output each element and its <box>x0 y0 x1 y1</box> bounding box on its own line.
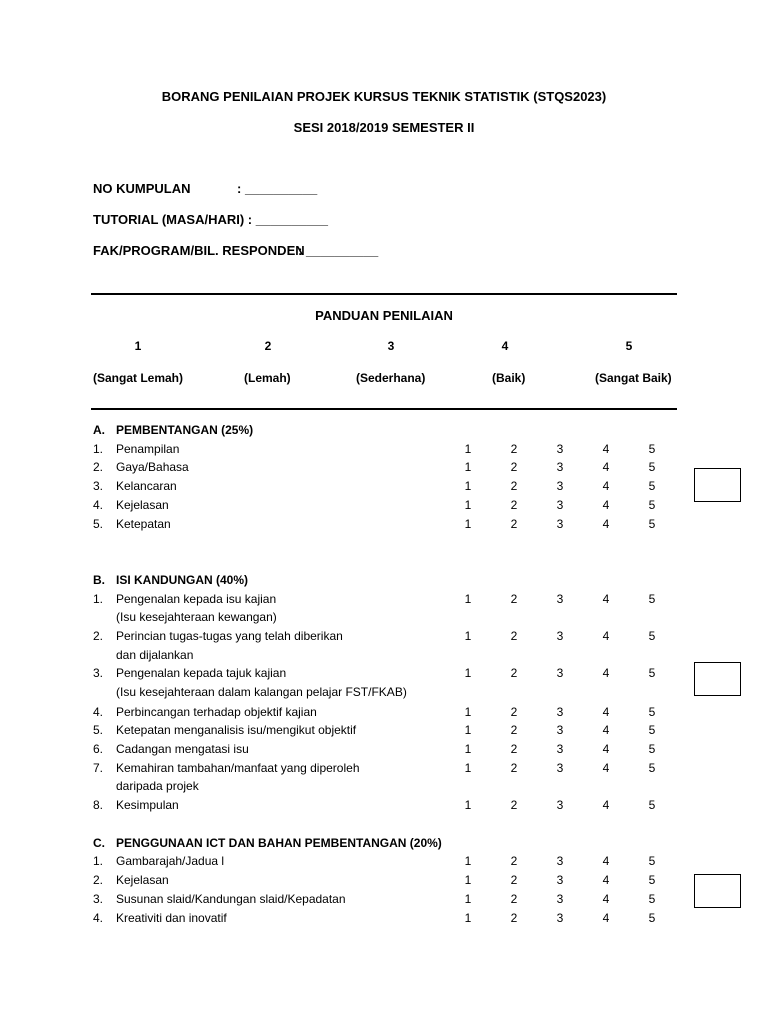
rating-option-3[interactable]: 3 <box>556 442 564 456</box>
section-c-item-no: 3. <box>93 892 104 906</box>
rating-option-3[interactable]: 3 <box>556 742 564 756</box>
section-b-item-no: 6. <box>93 742 104 756</box>
rating-option-4[interactable]: 4 <box>602 629 610 643</box>
section-a-item-no: 2. <box>93 460 104 474</box>
scale-num-4: 4 <box>501 339 509 353</box>
rating-option-4[interactable]: 4 <box>602 742 610 756</box>
rating-option-4[interactable]: 4 <box>602 666 610 680</box>
rating-option-2[interactable]: 2 <box>510 460 518 474</box>
section-b-item-text: Pengenalan kepada isu kajian <box>116 592 277 606</box>
rating-option-5[interactable]: 5 <box>648 892 656 906</box>
rating-option-4[interactable]: 4 <box>602 705 610 719</box>
rating-option-5[interactable]: 5 <box>648 723 656 737</box>
section-a-item-text: Ketepatan <box>116 517 171 531</box>
rating-option-3[interactable]: 3 <box>556 666 564 680</box>
rating-option-4[interactable]: 4 <box>602 892 610 906</box>
section-b-item-no: 3. <box>93 666 104 680</box>
section-b-title: ISI KANDUNGAN (40%) <box>116 573 249 587</box>
rating-option-1[interactable]: 1 <box>464 705 472 719</box>
section-b-item-text: Kesimpulan <box>116 798 179 812</box>
divider-top <box>91 293 677 295</box>
group-number-label: NO KUMPULAN <box>93 181 191 196</box>
scale-label-5: (Sangat Baik) <box>595 371 672 385</box>
section-b-item-no: 7. <box>93 761 104 775</box>
rating-option-3[interactable]: 3 <box>556 629 564 643</box>
score-box-section-a[interactable] <box>694 468 741 502</box>
rating-option-1[interactable]: 1 <box>464 854 472 868</box>
rating-option-4[interactable]: 4 <box>602 479 610 493</box>
rating-option-1[interactable]: 1 <box>464 798 472 812</box>
rating-option-2[interactable]: 2 <box>510 705 518 719</box>
section-b-item-no: 4. <box>93 705 104 719</box>
rating-option-5[interactable]: 5 <box>648 666 656 680</box>
section-a-item-text: Kelancaran <box>116 479 177 493</box>
faculty-program-label: FAK/PROGRAM/BIL. RESPONDEN <box>93 243 305 258</box>
section-a-item-text: Penampilan <box>116 442 180 456</box>
section-b-item-no: 8. <box>93 798 104 812</box>
rating-option-2[interactable]: 2 <box>510 798 518 812</box>
rating-option-5[interactable]: 5 <box>648 479 656 493</box>
rating-option-3[interactable]: 3 <box>556 911 564 925</box>
rating-option-5[interactable]: 5 <box>648 798 656 812</box>
rating-option-1[interactable]: 1 <box>464 498 472 512</box>
rating-option-5[interactable]: 5 <box>648 873 656 887</box>
section-b-letter: B. <box>93 573 105 587</box>
section-c-item-text: Gambarajah/Jadua l <box>116 854 225 868</box>
section-b-item-text: Cadangan mengatasi isu <box>116 742 249 756</box>
rating-option-1[interactable]: 1 <box>464 761 472 775</box>
rating-option-5[interactable]: 5 <box>648 442 656 456</box>
rating-option-4[interactable]: 4 <box>602 911 610 925</box>
section-a-item-no: 3. <box>93 479 104 493</box>
rating-option-4[interactable]: 4 <box>602 723 610 737</box>
rating-option-3[interactable]: 3 <box>556 854 564 868</box>
section-a-item-text: Gaya/Bahasa <box>116 460 189 474</box>
section-a-item-no: 5. <box>93 517 104 531</box>
rating-option-3[interactable]: 3 <box>556 873 564 887</box>
rating-option-2[interactable]: 2 <box>510 723 518 737</box>
rating-option-2[interactable]: 2 <box>510 666 518 680</box>
section-c-item-text: Kreativiti dan inovatif <box>116 911 227 925</box>
rating-option-2[interactable]: 2 <box>510 629 518 643</box>
rating-option-5[interactable]: 5 <box>648 854 656 868</box>
section-b-item-text: Perincian tugas-tugas yang telah diberikan <box>116 629 343 643</box>
rating-option-4[interactable]: 4 <box>602 873 610 887</box>
section-a-letter: A. <box>93 423 105 437</box>
form-title: BORANG PENILAIAN PROJEK KURSUS TEKNIK STATISTIK (STQS2023) <box>161 89 607 104</box>
rating-option-5[interactable]: 5 <box>648 742 656 756</box>
rating-option-3[interactable]: 3 <box>556 592 564 606</box>
rating-option-3[interactable]: 3 <box>556 761 564 775</box>
rating-option-2[interactable]: 2 <box>510 442 518 456</box>
scale-num-2: 2 <box>264 339 272 353</box>
section-c-item-no: 2. <box>93 873 104 887</box>
tutorial-field[interactable]: TUTORIAL (MASA/HARI) : __________ <box>93 212 329 227</box>
rating-option-1[interactable]: 1 <box>464 479 472 493</box>
divider-bottom <box>91 408 677 410</box>
section-c-title: PENGGUNAAN ICT DAN BAHAN PEMBENTANGAN (20%) <box>116 836 442 850</box>
section-b-item-text: Kemahiran tambahan/manfaat yang diperoleh <box>116 761 360 775</box>
rating-option-2[interactable]: 2 <box>510 911 518 925</box>
rating-option-1[interactable]: 1 <box>464 892 472 906</box>
rating-option-3[interactable]: 3 <box>556 460 564 474</box>
rating-option-2[interactable]: 2 <box>510 854 518 868</box>
rating-option-1[interactable]: 1 <box>464 629 472 643</box>
section-b-item-text: Perbincangan terhadap objektif kajian <box>116 705 317 719</box>
rating-option-5[interactable]: 5 <box>648 517 656 531</box>
section-c-item-no: 4. <box>93 911 104 925</box>
section-b-item-text: Pengenalan kepada tajuk kajian <box>116 666 287 680</box>
score-box-section-c[interactable] <box>694 874 741 908</box>
rating-option-2[interactable]: 2 <box>510 873 518 887</box>
rating-option-1[interactable]: 1 <box>464 742 472 756</box>
rating-option-3[interactable]: 3 <box>556 705 564 719</box>
rating-option-1[interactable]: 1 <box>464 723 472 737</box>
rating-option-2[interactable]: 2 <box>510 892 518 906</box>
section-c-item-no: 1. <box>93 854 104 868</box>
rating-option-3[interactable]: 3 <box>556 498 564 512</box>
rating-option-5[interactable]: 5 <box>648 498 656 512</box>
rating-option-4[interactable]: 4 <box>602 798 610 812</box>
rating-option-2[interactable]: 2 <box>510 592 518 606</box>
rating-option-4[interactable]: 4 <box>602 517 610 531</box>
section-b-item-subtext: (Isu kesejahteraan dalam kalangan pelajar FST/FKAB) <box>116 685 407 699</box>
rating-option-2[interactable]: 2 <box>510 761 518 775</box>
scale-num-3: 3 <box>387 339 395 353</box>
section-a-title: PEMBENTANGAN (25%) <box>116 423 254 437</box>
rating-option-4[interactable]: 4 <box>602 498 610 512</box>
rating-option-2[interactable]: 2 <box>510 742 518 756</box>
rating-option-5[interactable]: 5 <box>648 761 656 775</box>
scale-label-4: (Baik) <box>492 371 526 385</box>
section-c-item-text: Kejelasan <box>116 873 169 887</box>
rating-option-3[interactable]: 3 <box>556 517 564 531</box>
section-b-item-subtext: (Isu kesejahteraan kewangan) <box>116 610 277 624</box>
rating-option-4[interactable]: 4 <box>602 460 610 474</box>
rating-option-1[interactable]: 1 <box>464 442 472 456</box>
scale-label-3: (Sederhana) <box>356 371 426 385</box>
rating-option-1[interactable]: 1 <box>464 517 472 531</box>
rating-option-5[interactable]: 5 <box>648 705 656 719</box>
scale-label-1: (Sangat Lemah) <box>93 371 184 385</box>
rating-option-3[interactable]: 3 <box>556 892 564 906</box>
section-b-item-no: 2. <box>93 629 104 643</box>
form-session: SESI 2018/2019 SEMESTER II <box>293 120 475 135</box>
score-box-section-b[interactable] <box>694 662 741 696</box>
rating-option-3[interactable]: 3 <box>556 723 564 737</box>
scale-num-1: 1 <box>134 339 142 353</box>
rating-option-2[interactable]: 2 <box>510 517 518 531</box>
rating-option-5[interactable]: 5 <box>648 592 656 606</box>
scale-label-2: (Lemah) <box>244 371 291 385</box>
faculty-program-blank[interactable]: : __________ <box>298 243 379 258</box>
rating-option-3[interactable]: 3 <box>556 479 564 493</box>
section-a-item-no: 4. <box>93 498 104 512</box>
rating-option-1[interactable]: 1 <box>464 666 472 680</box>
section-b-item-no: 1. <box>93 592 104 606</box>
section-b-item-text: Ketepatan menganalisis isu/mengikut objektif <box>116 723 357 737</box>
rating-option-4[interactable]: 4 <box>602 592 610 606</box>
section-c-letter: C. <box>93 836 105 850</box>
section-a-item-text: Kejelasan <box>116 498 169 512</box>
rating-option-1[interactable]: 1 <box>464 592 472 606</box>
group-number-blank[interactable]: : __________ <box>237 181 318 196</box>
section-b-item-subtext: dan dijalankan <box>116 648 194 662</box>
rating-option-1[interactable]: 1 <box>464 460 472 474</box>
rating-option-2[interactable]: 2 <box>510 479 518 493</box>
rating-option-3[interactable]: 3 <box>556 798 564 812</box>
section-b-item-no: 5. <box>93 723 104 737</box>
rating-option-5[interactable]: 5 <box>648 911 656 925</box>
scale-num-5: 5 <box>625 339 633 353</box>
rating-option-4[interactable]: 4 <box>602 761 610 775</box>
section-c-item-text: Susunan slaid/Kandungan slaid/Kepadatan <box>116 892 346 906</box>
rating-option-1[interactable]: 1 <box>464 911 472 925</box>
section-a-item-no: 1. <box>93 442 104 456</box>
rating-option-4[interactable]: 4 <box>602 854 610 868</box>
rating-option-1[interactable]: 1 <box>464 873 472 887</box>
section-b-item-subtext: daripada projek <box>116 779 199 793</box>
guide-title: PANDUAN PENILAIAN <box>315 308 453 323</box>
rating-option-4[interactable]: 4 <box>602 442 610 456</box>
rating-option-5[interactable]: 5 <box>648 460 656 474</box>
rating-option-5[interactable]: 5 <box>648 629 656 643</box>
rating-option-2[interactable]: 2 <box>510 498 518 512</box>
